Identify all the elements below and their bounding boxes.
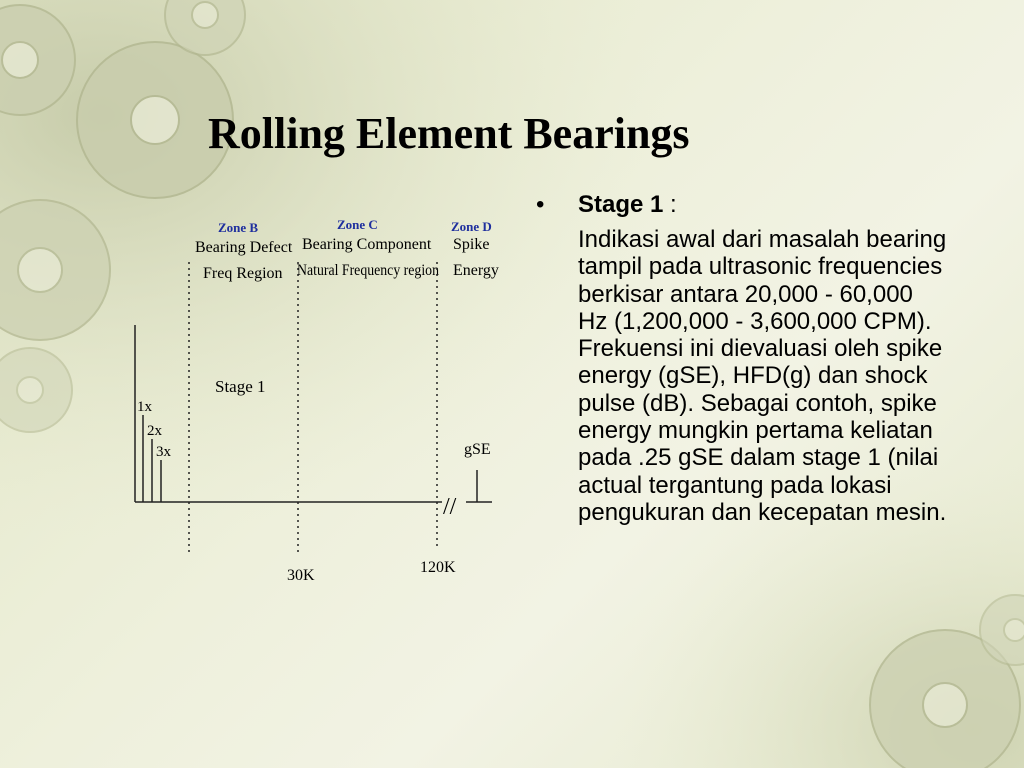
stage-bullet-line [536,190,956,220]
zone-b-label: Zone B [218,220,259,235]
zone-b-line2: Freq Region [203,265,283,282]
zone-d-line1: Spike [453,236,490,253]
harmonic-label-2x: 2x [147,423,162,439]
zone-d-line2: Energy [453,262,499,279]
stage-label: Stage 1 [215,377,266,396]
axis-break-mark: // [443,494,457,520]
zone-b-line1: Bearing Defect [195,239,293,256]
freq-marker-30k: 30K [287,567,315,584]
zone-c-label: Zone C [337,217,378,232]
harmonic-label-3x: 3x [156,444,171,460]
freq-marker-120k: 120K [420,559,456,576]
stage-description: Indikasi awal dari masalah bearing tampil pada ultrasonic frequencies berkisar antara 20,000 - 60,000 Hz (1,200,000 - 3,600,000 CPM). Frekuensi ini dievaluasi oleh spike energy (gSE), HFD(g) dan shock pulse (dB). Sebagai contoh, spike energy mungkin pertama keliatan pada .25 gSE dalam stage 1 (nilai actual tergantung pada lokasi pengukuran dan kecepatan mesin. [578,226,947,526]
bullet-icon: • [536,191,545,218]
stage-description-block [536,190,956,526]
zone-c-line2: Natural Frequency region [297,262,439,279]
stage-heading: Stage 1 [578,191,664,218]
stage-heading-suffix: : [663,191,677,218]
zone-d-label: Zone D [451,219,492,234]
slide-title: Rolling Element Bearings [208,109,690,158]
harmonic-label-1x: 1x [137,399,152,415]
spike-energy-label: gSE [464,441,491,458]
zone-c-line1: Bearing Component [302,236,432,253]
